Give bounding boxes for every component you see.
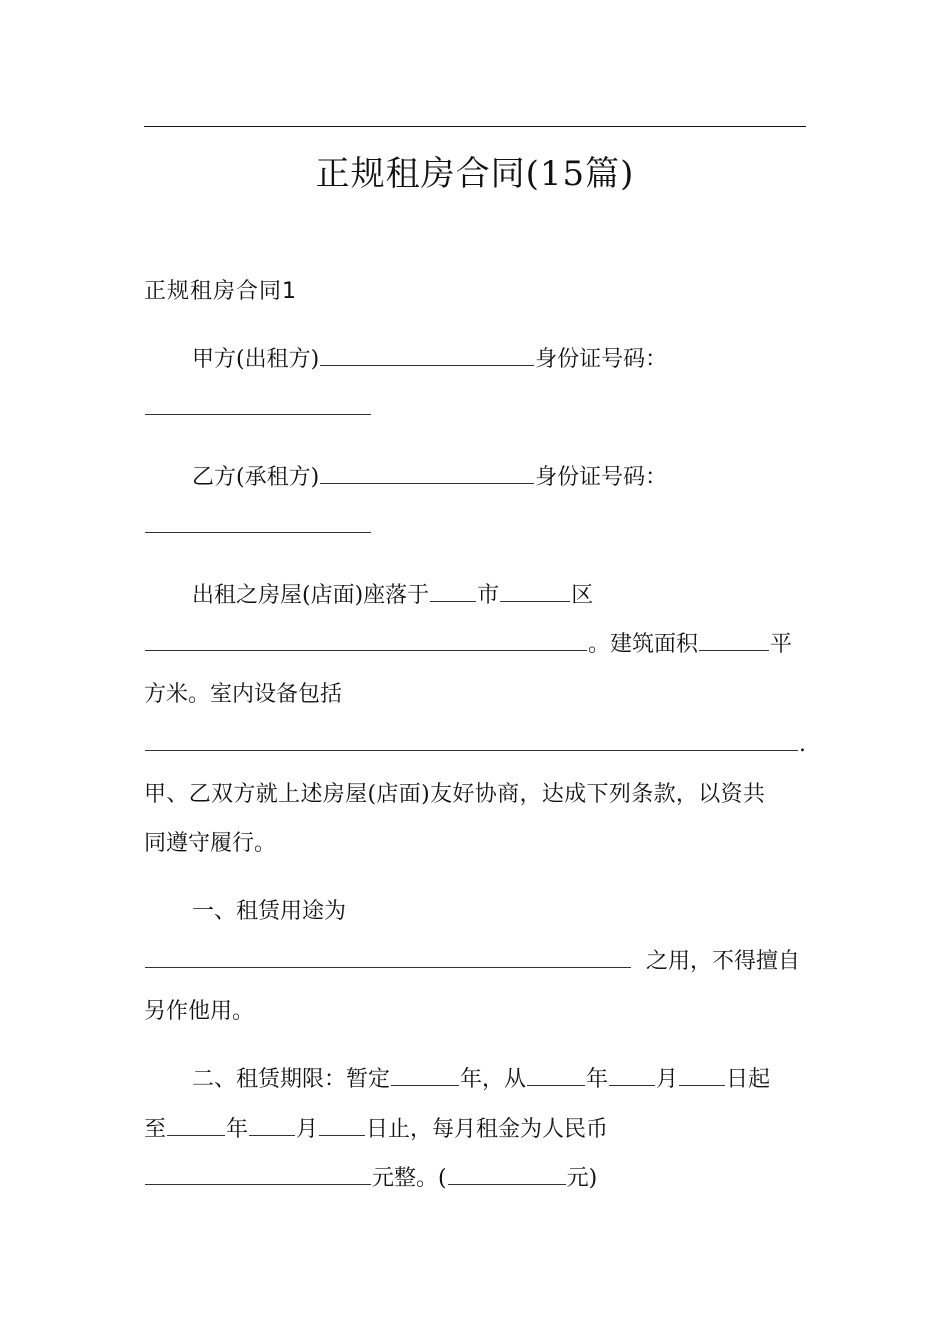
header-rule [144, 126, 806, 127]
end-month-label: 月 [296, 1117, 319, 1142]
district-blank[interactable] [500, 579, 570, 602]
equipment-period: . [799, 732, 806, 757]
start-year-blank[interactable] [527, 1063, 585, 1086]
party-a-label: 甲方(出租方) [192, 347, 320, 372]
clause1-end: 另作他用。 [144, 999, 255, 1024]
rent-amount-number-blank[interactable] [448, 1162, 566, 1185]
rent-amount-number-label: 元) [566, 1166, 598, 1191]
party-b-id-line [144, 510, 806, 546]
clause2-line-3 [144, 1161, 806, 1197]
end-month-blank[interactable] [249, 1113, 295, 1136]
rent-amount-words-blank[interactable] [145, 1162, 371, 1185]
start-day-label: 日起 [726, 1067, 771, 1092]
term-years-label: 年，从 [460, 1067, 527, 1092]
address-blank[interactable] [145, 628, 587, 651]
party-b-name-blank[interactable] [320, 461, 534, 484]
end-year-blank[interactable] [167, 1113, 225, 1136]
area-unit-part1: 平 [770, 632, 793, 657]
party-a-id-blank[interactable] [145, 392, 371, 415]
start-month-blank[interactable] [609, 1063, 655, 1086]
document-title: 正规租房合同(15篇) [315, 154, 635, 194]
clause1-heading: 一、租赁用途为 [192, 899, 347, 924]
city-label: 市 [477, 583, 500, 608]
area-label: 。建筑面积 [588, 632, 699, 657]
equipment-blank-line [144, 727, 806, 763]
party-b-label: 乙方(承租方) [192, 465, 320, 490]
end-day-blank[interactable] [319, 1113, 365, 1136]
term-years-blank[interactable] [391, 1063, 459, 1086]
city-blank[interactable] [430, 579, 476, 602]
party-a-line [144, 342, 806, 378]
clause2-line-2 [144, 1112, 806, 1148]
clause1-line-3 [144, 994, 806, 1030]
clause1-line-2 [144, 944, 806, 980]
equipment-line [144, 677, 806, 713]
monthly-rent-label: 日止，每月租金为人民币 [366, 1117, 609, 1142]
party-a-name-blank[interactable] [320, 343, 534, 366]
equipment-blank[interactable] [145, 728, 798, 751]
agreement-line-1 [144, 777, 806, 813]
agreement-text-2: 同遵守履行。 [144, 831, 277, 856]
start-year-label: 年 [586, 1067, 609, 1092]
start-month-label: 月 [656, 1067, 679, 1092]
property-location-line [144, 578, 806, 614]
district-label: 区 [571, 583, 594, 608]
party-a-id-line [144, 392, 806, 428]
end-year-label: 年 [226, 1117, 249, 1142]
start-day-blank[interactable] [679, 1063, 725, 1086]
property-address-line [144, 627, 806, 663]
end-to-label: 至 [144, 1117, 167, 1142]
party-a-id-label: 身份证号码： [535, 347, 668, 372]
rent-amount-words-label: 元整。( [372, 1166, 447, 1191]
area-blank[interactable] [699, 628, 769, 651]
party-b-id-blank[interactable] [145, 510, 371, 533]
clause2-heading: 二、租赁期限：暂定 [192, 1067, 391, 1092]
clause2-line-1 [144, 1062, 806, 1098]
clause1-suffix: 之用，不得擅自 [646, 949, 801, 974]
agreement-text-1: 甲、乙双方就上述房屋(店面)友好协商，达成下列条款，以资共 [144, 782, 766, 807]
party-b-id-label: 身份证号码： [535, 465, 668, 490]
property-location-label: 出租之房屋(店面)座落于 [192, 583, 430, 608]
clause1-line-1 [144, 894, 806, 930]
party-b-line [144, 460, 806, 496]
rental-purpose-blank[interactable] [145, 945, 631, 968]
section-title: 正规租房合同1 [144, 279, 297, 304]
equipment-label: 方米。室内设备包括 [144, 682, 343, 707]
agreement-line-2 [144, 826, 806, 862]
